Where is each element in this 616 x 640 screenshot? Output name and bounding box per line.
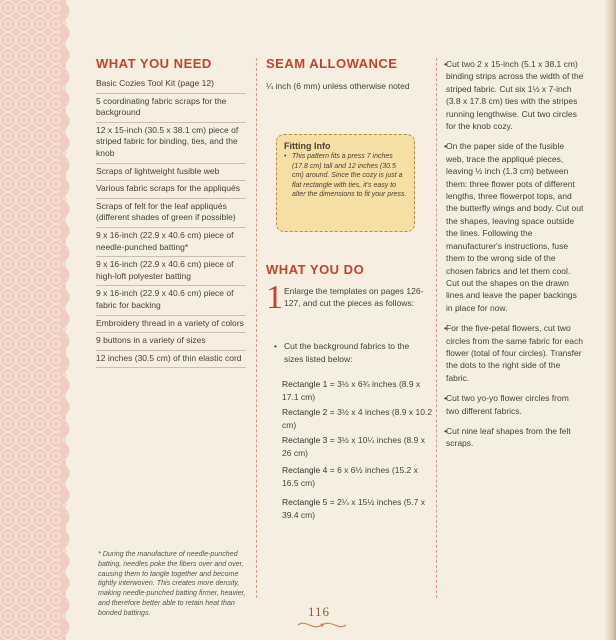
materials-list-item: Scraps of felt for the leaf appliqués (different shades of green if possible) [96, 199, 246, 228]
rectangle-label: Rectangle 2 [282, 407, 328, 417]
rectangle-label: Rectangle 5 [282, 497, 328, 507]
what-you-need-heading: WHAT YOU NEED [96, 56, 212, 71]
rectangle-size [282, 464, 434, 489]
seam-allowance-heading: SEAM ALLOWANCE [266, 56, 398, 71]
rectangle-label: Rectangle 3 [282, 435, 328, 445]
cutting-step: • Cut nine leaf shapes from the felt scraps. [444, 425, 584, 450]
decorative-border [0, 0, 66, 640]
step-number: 1 [266, 279, 283, 316]
batting-footnote: * During the manufacture of needle-punched batting, needles poke the fibers over and over, causing them to tangle together and become tightly interwoven. This creates more density, making needle-punched batting firmer, heavier, and therefore better able to retain heat than bonded battings. [98, 550, 246, 617]
rectangle-label: Rectangle 4 [282, 465, 328, 475]
materials-list-item: Embroidery thread in a variety of colors [96, 316, 246, 334]
rectangle-size [282, 434, 434, 459]
materials-list-item: 9 x 16-inch (22.9 x 40.6 cm) piece of fabric for backing [96, 286, 246, 315]
page-number: 116 [308, 604, 331, 619]
materials-list-item: 12 x 15-inch (30.5 x 38.1 cm) piece of striped fabric for binding, ties, and the knob [96, 123, 246, 164]
fitting-info-title: Fitting Info [284, 141, 331, 151]
step-1-text: Enlarge the templates on pages 126-127, and cut the pieces as follows: [284, 286, 424, 308]
rectangle-size [282, 496, 434, 521]
cutting-step: • On the paper side of the fusible web, trace the appliqué pieces, leaving ½ inch (1.3 cm) between them: three flower pots of different lengths, three flowerpot tops, and the butterfly wings and body. Cut out the shapes, leaving space outside the lines. Following the manufacturer's instructions, fuse them to the wrong side of the chosen fabrics and let them cool. Cut out the shapes on the drawn lines and leave the paper backings in place for now. [444, 140, 584, 314]
rectangle-dimensions: = 6 x 6½ inches (15.2 x 16.5 cm) [282, 465, 418, 488]
rectangle-label: Rectangle 1 [282, 379, 328, 389]
scalloped-edge [60, 0, 84, 640]
fitting-info-box [276, 134, 415, 232]
cutting-step: • Cut two yo-yo flower circles from two different fabrics. [444, 392, 584, 417]
rectangle-size [282, 406, 434, 431]
materials-list-item: 12 inches (30.5 cm) of thin elastic cord [96, 351, 246, 369]
cutting-step: • For the five-petal flowers, cut two circles from the same fabric for each flower (total of four circles). Transfer the dots to the right side of the fabric. [444, 322, 584, 384]
materials-list-item: Basic Cozies Tool Kit (page 12) [96, 76, 246, 94]
rectangle-dimensions: = 3½ x 6¾ inches (8.9 x 17.1 cm) [282, 379, 421, 402]
materials-list-item: 9 buttons in a variety of sizes [96, 333, 246, 351]
materials-list [96, 76, 246, 368]
cutting-step: • Cut two 2 x 15-inch (5.1 x 38.1 cm) binding strips across the width of the striped fabric. Cut six 1½ x 7-inch (3.8 x 17.8 cm) ties with the stripes running lengthwise. Cut two circles for the knob cozy. [444, 58, 584, 132]
cut-background-bullet [274, 340, 429, 365]
page-gutter [604, 0, 616, 640]
materials-list-item: 9 x 16-inch (22.9 x 40.6 cm) piece of high-loft polyester batting [96, 257, 246, 286]
cut-background-text: Cut the background fabrics to the sizes listed below: [284, 341, 410, 364]
column-divider [256, 58, 257, 598]
rectangle-dimensions: = 3½ x 4 inches (8.9 x 10.2 cm) [282, 407, 433, 430]
seam-allowance-text: ¼ inch (6 mm) unless otherwise noted [266, 81, 410, 91]
materials-list-item: 9 x 16-inch (22.9 x 40.6 cm) piece of needle-punched batting* [96, 228, 246, 257]
rectangle-dimensions: = 2¼ x 15½ inches (5.7 x 39.4 cm) [282, 497, 425, 520]
materials-list-item: 5 coordinating fabric scraps for the background [96, 94, 246, 123]
rectangle-size [282, 378, 434, 403]
column-divider [436, 58, 437, 598]
rectangle-dimensions: = 3½ x 10¼ inches (8.9 x 26 cm) [282, 435, 425, 458]
materials-list-item: Various fabric scraps for the appliqués [96, 181, 246, 199]
fitting-info-text: • This pattern fits a press 7 inches (17.8 cm) tall and 12 inches (30.5 cm) around. Since the cozy is just a flat rectangle with ties, it's easy to alter the dimensions to fit your press. [284, 152, 407, 200]
cutting-instructions [444, 58, 584, 458]
materials-list-item: Scraps of lightweight fusible web [96, 164, 246, 182]
ornament-flourish [296, 619, 348, 631]
what-you-do-heading: WHAT YOU DO [266, 262, 365, 277]
